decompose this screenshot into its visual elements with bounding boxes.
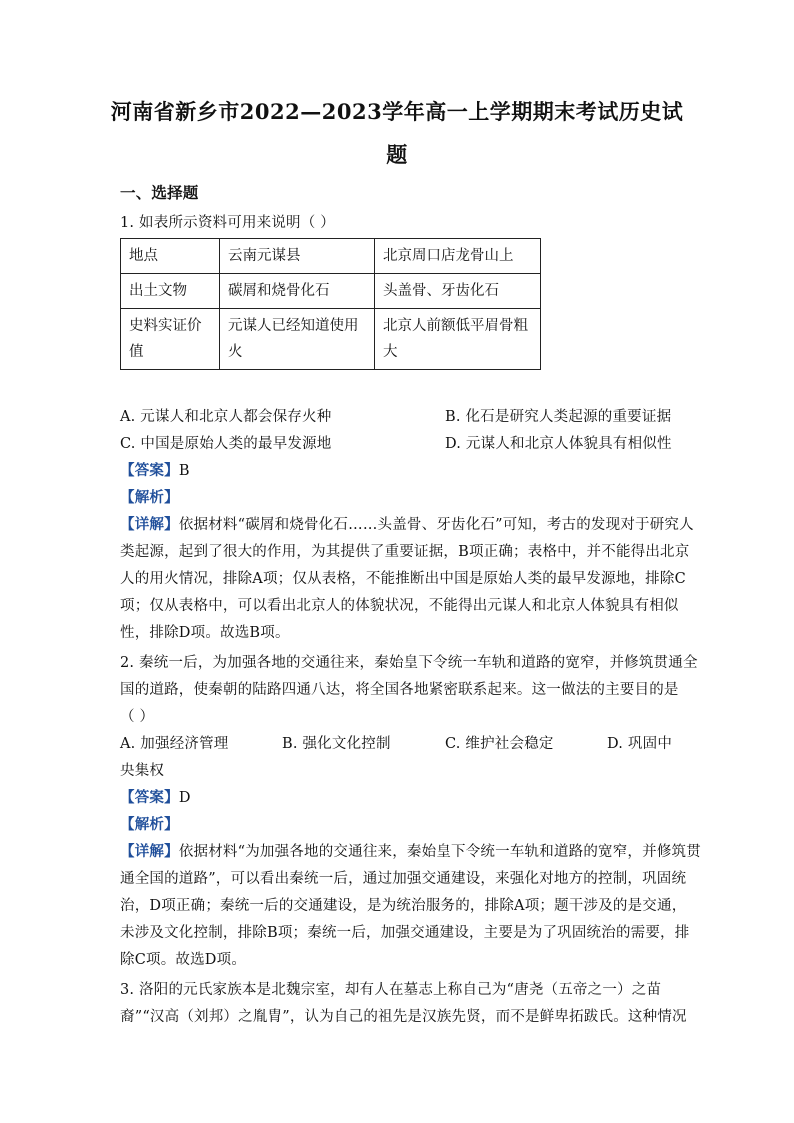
table-cell: 碳屑和烧骨化石 <box>220 274 375 309</box>
q1-stem: 1. 如表所示资料可用来说明（ ） <box>120 215 335 231</box>
table-cell: 北京人前额低平眉骨粗大 <box>375 309 541 370</box>
q1-detail-line: 性，排除D项。故选B项。 <box>120 625 290 641</box>
table-cell: 北京周口店龙骨山上 <box>375 239 541 274</box>
q2-stem-line: 国的道路，使秦朝的陆路四通八达，将全国各地紧密联系起来。这一做法的主要目的是 <box>120 682 679 698</box>
table-cell: 头盖骨、牙齿化石 <box>375 274 541 309</box>
table-row <box>121 309 541 370</box>
detail-label: 【详解】 <box>120 516 179 533</box>
table-cell: 史料实证价值 <box>121 309 220 370</box>
q1-option-a: A. 元谋人和北京人都会保存火种 <box>120 409 332 425</box>
q2-analysis-label: 【解析】 <box>120 816 179 833</box>
q1-option-c: C. 中国是原始人类的最早发源地 <box>120 436 332 452</box>
table-cell: 出土文物 <box>121 274 220 309</box>
answer-value: B <box>178 463 190 479</box>
q3-stem-line: 裔”“汉高（刘邦）之胤胄”，认为自己的祖先是汉族先贤，而不是鲜卑拓跋氏。这种情况 <box>120 1009 687 1025</box>
answer-value: D <box>178 790 191 806</box>
answer-label: 【答案】 <box>120 462 179 479</box>
q2-option-a: A. 加强经济管理 <box>120 736 229 752</box>
q1-answer <box>120 459 190 480</box>
q1-detail-line: 【详解】依据材料“碳屑和烧骨化石……头盖骨、牙齿化石”可知，考古的发现对于研究人 <box>120 516 694 533</box>
q2-stem-line: （ ） <box>120 709 155 725</box>
q1-analysis-label: 【解析】 <box>120 489 179 506</box>
q1-option-d: D. 元谋人和北京人体貌具有相似性 <box>445 436 672 452</box>
section-heading: 一、选择题 <box>120 183 199 202</box>
answer-label: 【答案】 <box>120 789 179 806</box>
q2-option-b: B. 强化文化控制 <box>282 736 391 752</box>
q2-option-d-continued: 央集权 <box>120 763 165 779</box>
q2-detail-line: 除C项。故选D项。 <box>120 952 247 968</box>
q1-detail-line: 类起源，起到了很大的作用，为其提供了重要证据，B项正确；表格中，并不能得出北京 <box>120 544 690 560</box>
table-row <box>121 239 541 274</box>
table-cell: 地点 <box>121 239 220 274</box>
q1-table <box>120 238 541 370</box>
q2-stem-line: 2. 秦统一后，为加强各地的交通往来，秦始皇下令统一车轨和道路的宽窄，并修筑贯通全 <box>120 655 698 671</box>
q1-detail-line: 项；仅从表格中，可以看出北京人的体貌状况，不能得出元谋人和北京人体貌具有相似 <box>120 598 679 614</box>
table-cell: 云南元谋县 <box>220 239 375 274</box>
q2-detail-line: 通全国的道路”，可以看出秦统一后，通过加强交通建设，来强化对地方的控制，巩固统 <box>120 871 687 887</box>
detail-label: 【详解】 <box>120 843 179 860</box>
q2-option-c: C. 维护社会稳定 <box>445 736 554 752</box>
q3-stem-line: 3. 洛阳的元氏家族本是北魏宗室，却有人在墓志上称自己为“唐尧（五帝之一）之苗 <box>120 982 662 998</box>
q2-option-d: D. 巩固中 <box>607 736 673 752</box>
q2-detail-line: 治，D项正确；秦统一后的交通建设，是为统治服务的，排除A项；题干涉及的是交通， <box>120 898 687 914</box>
q1-detail-line: 人的用火情况，排除A项；仅从表格，不能推断出中国是原始人类的最早发源地，排除C <box>120 571 686 587</box>
q1-option-b: B. 化石是研究人类起源的重要证据 <box>445 409 672 425</box>
table-row <box>121 274 541 309</box>
table-cell: 元谋人已经知道使用火 <box>220 309 375 370</box>
q2-detail-line: 【详解】依据材料“为加强各地的交通往来，秦始皇下令统一车轨和道路的宽窄，并修筑贯 <box>120 843 701 860</box>
q2-detail-line: 未涉及文化控制，排除B项；秦统一后，加强交通建设，主要是为了巩固统治的需要，排 <box>120 925 690 941</box>
doc-title-line2: 题 <box>386 142 408 167</box>
doc-title-line1: 河南省新乡市2022—2023学年高一上学期期末考试历史试 <box>110 99 684 124</box>
q2-answer <box>120 786 191 807</box>
